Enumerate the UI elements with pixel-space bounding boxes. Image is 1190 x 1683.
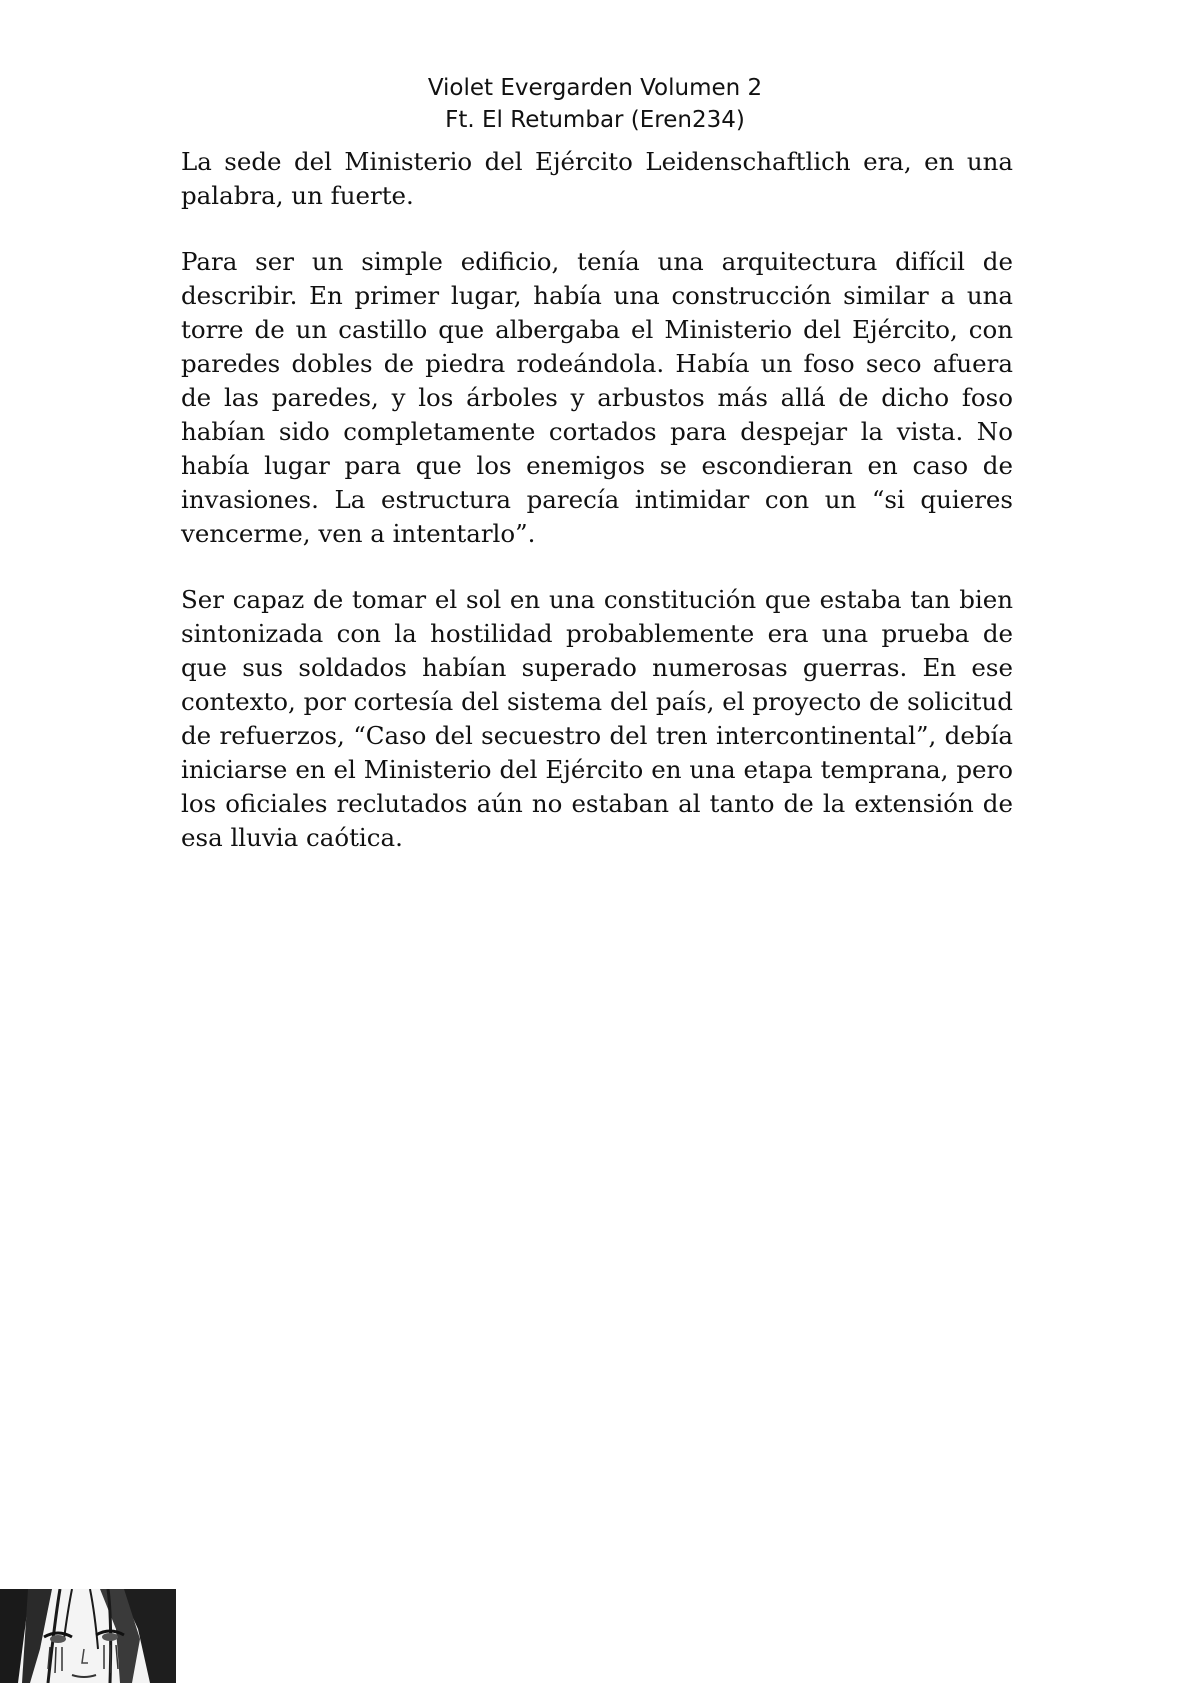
paragraph-1: La sede del Ministerio del Ejército Leidenschaftlich era, en una palabra, un fuerte.: [181, 147, 1013, 210]
manga-portrait-icon: [0, 1589, 176, 1683]
document-body: [181, 145, 1013, 887]
paragraph-2: Para ser un simple edificio, tenía una arquitectura difícil de describir. En primer lugar, había una construcción similar a una torre de un castillo que albergaba el Ministerio del Ejército, con paredes dobles de piedra rodeándola. Había un foso seco afuera de las paredes, y los árboles y arbustos más allá de dicho foso habían sido completamente cortados para despejar la vista. No había lugar para que los enemigos se escondieran en caso de invasiones. La estructura parecía intimidar con un “si quieres vencerme, ven a intentarlo”.: [181, 247, 1013, 548]
page-header: [0, 72, 1190, 136]
header-title: Violet Evergarden Volumen 2: [427, 75, 763, 101]
header-credit: Ft. El Retumbar (Eren234): [445, 107, 745, 133]
paragraph-3: Ser capaz de tomar el sol en una constitución que estaba tan bien sintonizada con la hostilidad probablemente era una prueba de que sus soldados habían superado numerosas guerras. En ese contexto, por cortesía del sistema del país, el proyecto de solicitud de refuerzos, “Caso del secuestro del tren intercontinental”, debía iniciarse en el Ministerio del Ejército en una etapa temprana, pero los oficiales reclutados aún no estaban al tanto de la extensión de esa lluvia caótica.: [181, 585, 1013, 852]
